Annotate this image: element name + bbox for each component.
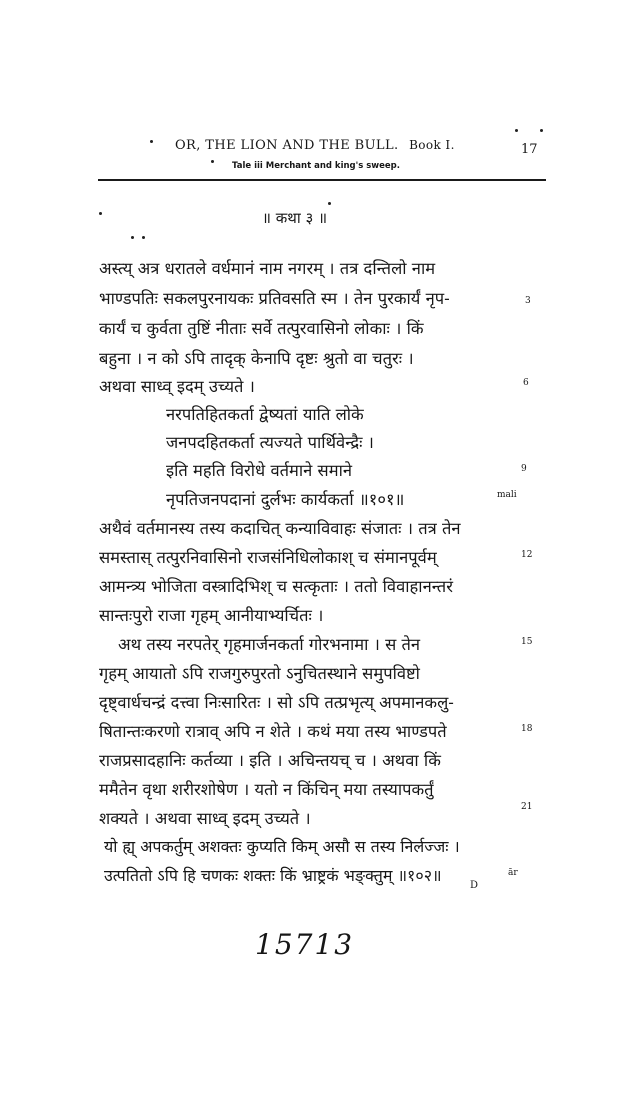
story-title: ॥ कथा ३ ॥ xyxy=(262,209,328,227)
ink-speck xyxy=(150,140,153,143)
margin-number: ār xyxy=(508,868,518,878)
header-book: Book I. xyxy=(409,138,455,152)
header-rule xyxy=(98,179,546,181)
margin-number: 21 xyxy=(521,802,533,812)
verse-line: नरपतिहितकर्ता द्वेष्यतां याति लोके xyxy=(166,405,364,424)
margin-number: 12 xyxy=(521,550,533,560)
signature-mark: D xyxy=(470,880,479,891)
text-line: अथ तस्य नरपतेर् गृहमार्जनकर्ता गोरभनामा । स तेन xyxy=(118,635,421,654)
header-subtitle: Tale iii Merchant and king's sweep. xyxy=(232,161,400,171)
ink-speck xyxy=(211,160,214,163)
margin-number: 9 xyxy=(521,464,527,474)
ink-speck xyxy=(131,236,134,239)
ink-speck xyxy=(515,129,518,132)
margin-number: 18 xyxy=(521,724,533,734)
verse-line: इति महति विरोधे वर्तमाने समाने xyxy=(166,461,353,480)
page-number: 17 xyxy=(521,142,538,157)
verse-line: उत्पतितो ऽपि हि चणकः शक्तः किं भ्राष्ट्रकं भङ्क्तुम् ॥१०२॥ xyxy=(104,866,442,885)
text-line: अथवा साध्व् इदम् उच्यते । xyxy=(99,377,255,396)
text-line: समस्तास् तत्पुरनिवासिनो राजसंनिधिलोकाश् च संमानपूर्वम् xyxy=(99,548,437,567)
verse-line: यो ह्य् अपकर्तुम् अशक्तः कुप्यति किम् असौ स तस्य निर्लज्जः । xyxy=(104,837,460,856)
text-line: शक्यते । अथवा साध्व् इदम् उच्यते । xyxy=(99,809,311,828)
ink-speck xyxy=(99,212,102,215)
verse-line: जनपदहितकर्ता त्यज्यते पार्थिवेन्द्रैः । xyxy=(166,433,374,452)
text-line: बहुना । न को ऽपि तादृक् केनापि दृष्टः श्रुतो वा चतुरः । xyxy=(99,349,414,368)
text-line: कार्यं च कुर्वता तुष्टिं नीताः सर्वे तत्पुरवासिनो लोकाः । किं xyxy=(99,319,424,338)
text-line: ममैतेन वृथा शरीरशोषेण । यतो न किंचिन् मया तस्यापकर्तुं xyxy=(99,780,434,799)
ink-speck xyxy=(540,129,543,132)
ink-speck xyxy=(328,202,331,205)
text-line: दृष्ट्वार्धचन्द्रं दत्त्वा निःसारितः । सो ऽपि तत्प्रभृत्य् अपमानकलु- xyxy=(99,693,454,712)
text-line: सान्तःपुरो राजा गृहम् आनीयाभ्यर्चितः । xyxy=(99,606,324,625)
margin-number: 3 xyxy=(525,296,531,306)
margin-number: 15 xyxy=(521,637,533,647)
text-line: राजप्रसादहानिः कर्तव्या । इति । अचिन्तयच् च । अथवा किं xyxy=(99,751,441,770)
ink-speck xyxy=(142,236,145,239)
verse-line: नृपतिजनपदानां दुर्लभः कार्यकर्ता ॥१०१॥ xyxy=(166,490,405,509)
text-line: षितान्तःकरणो रात्राव् अपि न शेते । कथं मया तस्य भाण्डपते xyxy=(99,722,447,741)
margin-number: mali xyxy=(497,490,517,500)
text-line: भाण्डपतिः सकलपुरनायकः प्रतिवसति स्म । तेन पुरकार्यं नृप- xyxy=(99,289,450,308)
text-line: अथैवं वर्तमानस्य तस्य कदाचित् कन्याविवाहः संजातः । तत्र तेन xyxy=(99,519,461,538)
text-line: आमन्त्र्य भोजिता वस्त्रादिभिश् च सत्कृताः । ततो विवाहानन्तरं xyxy=(99,577,453,596)
running-header xyxy=(175,138,455,153)
margin-number: 6 xyxy=(523,378,529,388)
handwritten-number: 15713 xyxy=(255,928,355,961)
text-line: गृहम् आयातो ऽपि राजगुरुपुरतो ऽनुचितस्थाने समुपविष्टो xyxy=(99,664,420,683)
text-line: अस्त्य् अत्र धरातले वर्धमानं नाम नगरम् । तत्र दन्तिलो नाम xyxy=(99,259,436,278)
header-title: OR, THE LION AND THE BULL. xyxy=(175,138,399,153)
